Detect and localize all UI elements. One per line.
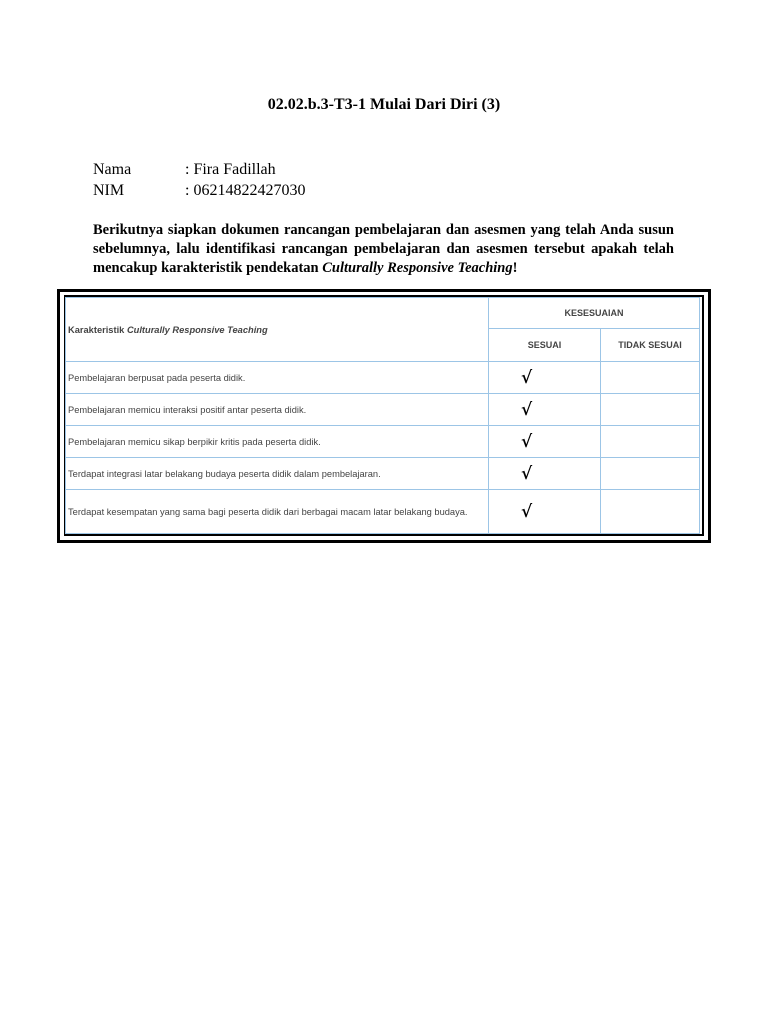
nim-label: NIM: [93, 182, 125, 199]
sesuai-check: √: [489, 490, 601, 534]
table-image-frame: [57, 289, 711, 543]
sesuai-check: √: [489, 426, 601, 458]
table-header-row-1: [66, 298, 700, 329]
table-row: [66, 362, 700, 394]
crt-checklist-table: [65, 297, 700, 534]
name-value: : Fira Fadillah: [185, 161, 276, 178]
sesuai-check: √: [489, 394, 601, 426]
kesesuaian-header: KESESUAIAN: [489, 298, 700, 329]
table-row: [66, 426, 700, 458]
sesuai-check: √: [489, 458, 601, 490]
instruction-italic: Culturally Responsive Teaching: [322, 260, 513, 276]
table-row: [66, 490, 700, 534]
nim-value: : 06214822427030: [185, 182, 306, 199]
table-row: [66, 394, 700, 426]
tidak-sesuai-header: TIDAK SESUAI: [601, 329, 700, 362]
name-row: [93, 161, 276, 179]
criteria-header-italic: Culturally Responsive Teaching: [126, 324, 268, 335]
instruction-end: !: [512, 260, 518, 276]
sesuai-header: SESUAI: [489, 329, 601, 362]
criteria-header: [66, 298, 489, 362]
name-label: Nama: [93, 161, 132, 178]
criterion-cell: Pembelajaran memicu sikap berpikir kritis pada peserta didik.: [66, 426, 489, 458]
criterion-cell: Terdapat kesempatan yang sama bagi peserta didik dari berbagai macam latar belakang budaya.: [66, 490, 489, 534]
table-row: [66, 458, 700, 490]
criterion-cell: Pembelajaran berpusat pada peserta didik.: [66, 362, 489, 394]
nim-row: [93, 182, 305, 200]
document-title: 02.02.b.3-T3-1 Mulai Dari Diri (3): [267, 96, 501, 113]
tidak-sesuai-cell: [601, 458, 700, 490]
instruction-main: Berikutnya siapkan dokumen rancangan pembelajaran dan asesmen yang telah Anda susun sebelumnya, lalu identifikasi rancangan pembelajaran dan asesmen tersebut apakah telah mencakup karakteristik pendekatan: [93, 222, 674, 276]
tidak-sesuai-cell: [601, 394, 700, 426]
criteria-header-prefix: Karakteristik: [68, 324, 125, 335]
tidak-sesuai-cell: [601, 490, 700, 534]
tidak-sesuai-cell: [601, 362, 700, 394]
instruction-paragraph: [93, 221, 674, 278]
sesuai-check: √: [489, 362, 601, 394]
criterion-cell: Terdapat integrasi latar belakang budaya peserta didik dalam pembelajaran.: [66, 458, 489, 490]
criterion-cell: Pembelajaran memicu interaksi positif antar peserta didik.: [66, 394, 489, 426]
tidak-sesuai-cell: [601, 426, 700, 458]
